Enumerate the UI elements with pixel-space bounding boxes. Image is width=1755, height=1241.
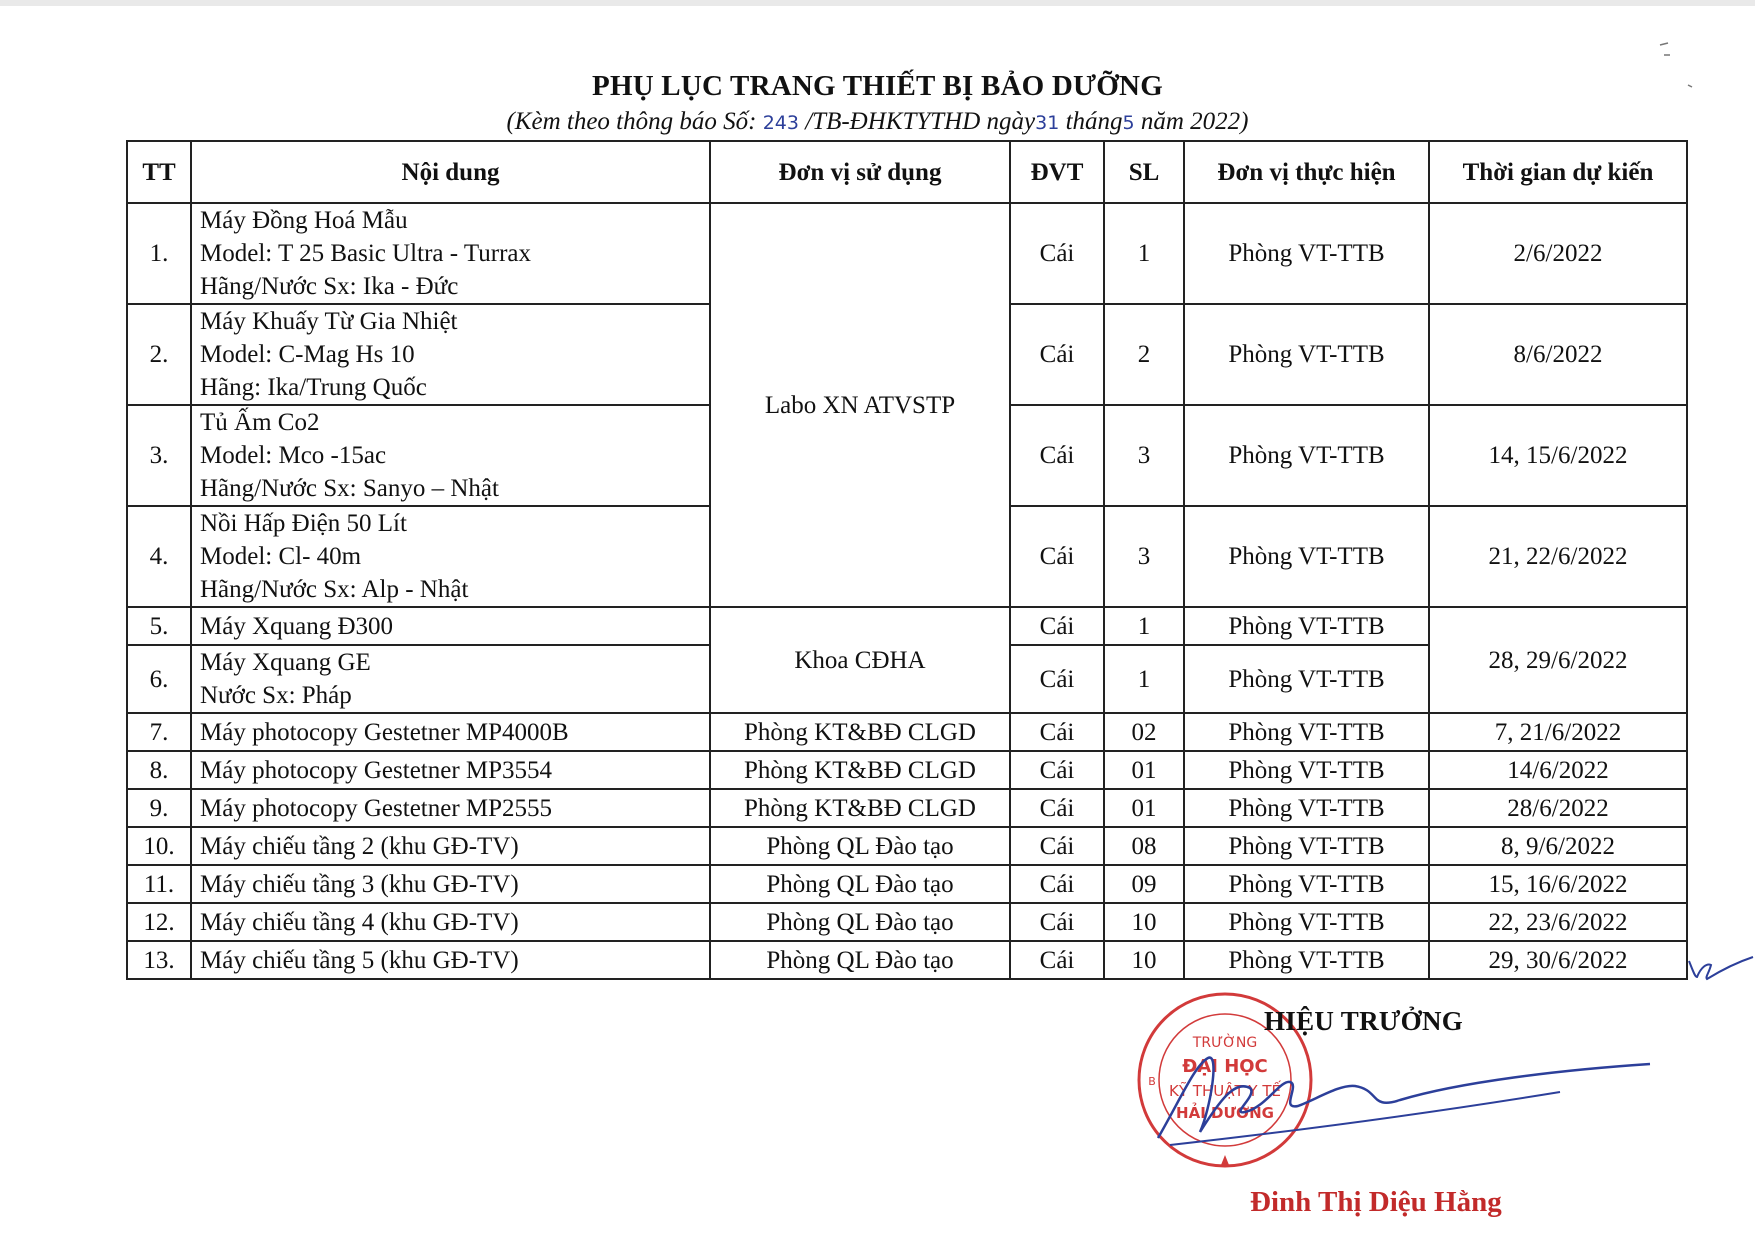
table-row xyxy=(127,865,1687,903)
header-tt: TT xyxy=(127,141,191,203)
item-maker: Hãng: Ika/Trung Quốc xyxy=(200,374,427,401)
stamp-star-icon xyxy=(1221,1155,1229,1165)
cell-exec: Phòng VT-TTB xyxy=(1184,827,1429,865)
cell-noi-dung: Máy photocopy Gestetner MP2555 xyxy=(191,789,710,827)
cell-exec: Phòng VT-TTB xyxy=(1184,751,1429,789)
cell-dvt: Cái xyxy=(1010,789,1104,827)
cell-unit-use: Phòng QL Đào tạo xyxy=(710,827,1010,865)
handwritten-day: 31 xyxy=(1035,112,1060,134)
cell-noi-dung: Máy chiếu tầng 2 (khu GĐ-TV) xyxy=(191,827,710,865)
cell-exec: Phòng VT-TTB xyxy=(1184,405,1429,506)
equipment-table xyxy=(126,140,1688,980)
item-model: Model: T 25 Basic Ultra - Turrax xyxy=(200,240,532,267)
cell-time: 8/6/2022 xyxy=(1429,304,1687,405)
cell-exec: Phòng VT-TTB xyxy=(1184,607,1429,645)
scan-edge xyxy=(0,0,1755,6)
item-name: Nồi Hấp Điện 50 Lít xyxy=(200,510,407,537)
item-maker: Nước Sx: Pháp xyxy=(200,682,352,709)
document-subtitle xyxy=(0,108,1755,136)
cell-tt: 9. xyxy=(127,789,191,827)
table-header-row xyxy=(127,141,1687,203)
cell-sl: 1 xyxy=(1104,607,1184,645)
cell-dvt: Cái xyxy=(1010,607,1104,645)
item-name: Máy Xquang GE xyxy=(200,649,371,676)
header-dvt: ĐVT xyxy=(1010,141,1104,203)
cell-tt: 5. xyxy=(127,607,191,645)
cell-noi-dung xyxy=(191,203,710,304)
header-don-vi-su-dung: Đơn vị sử dụng xyxy=(710,141,1010,203)
cell-tt: 6. xyxy=(127,645,191,713)
signature-scribble xyxy=(1140,1040,1660,1150)
table-row xyxy=(127,751,1687,789)
cell-time: 14, 15/6/2022 xyxy=(1429,405,1687,506)
margin-tick-mark xyxy=(1685,955,1755,985)
table-row xyxy=(127,713,1687,751)
document-title: PHỤ LỤC TRANG THIẾT BỊ BẢO DƯỠNG xyxy=(592,70,1163,102)
stamp-line-4: HẢI DƯƠNG xyxy=(1176,1104,1274,1122)
item-model: Model: Cl- 40m xyxy=(200,543,362,570)
cell-exec: Phòng VT-TTB xyxy=(1184,203,1429,304)
stamp-line-1: TRƯỜNG xyxy=(1192,1035,1258,1051)
cell-unit-use: Phòng QL Đào tạo xyxy=(710,941,1010,979)
table-row xyxy=(127,203,1687,304)
handwritten-number: 243 xyxy=(762,112,799,134)
subtitle-prefix: (Kèm theo thông báo Số: xyxy=(506,108,763,135)
item-model: Model: Mco -15ac xyxy=(200,442,387,469)
cell-dvt: Cái xyxy=(1010,203,1104,304)
cell-tt: 13. xyxy=(127,941,191,979)
item-name: Tủ Ấm Co2 xyxy=(200,409,320,436)
cell-time: 28/6/2022 xyxy=(1429,789,1687,827)
handwritten-month: 5 xyxy=(1122,112,1135,134)
scan-specks xyxy=(1650,30,1710,100)
cell-noi-dung: Máy photocopy Gestetner MP4000B xyxy=(191,713,710,751)
cell-dvt: Cái xyxy=(1010,827,1104,865)
cell-exec: Phòng VT-TTB xyxy=(1184,903,1429,941)
cell-exec: Phòng VT-TTB xyxy=(1184,789,1429,827)
cell-tt: 3. xyxy=(127,405,191,506)
cell-dvt: Cái xyxy=(1010,645,1104,713)
cell-noi-dung: Máy chiếu tầng 5 (khu GĐ-TV) xyxy=(191,941,710,979)
signer-name: Đinh Thị Diệu Hằng xyxy=(1250,1186,1502,1218)
table-row xyxy=(127,941,1687,979)
cell-unit-use: Phòng QL Đào tạo xyxy=(710,865,1010,903)
cell-time: 15, 16/6/2022 xyxy=(1429,865,1687,903)
cell-time: 22, 23/6/2022 xyxy=(1429,903,1687,941)
cell-sl: 01 xyxy=(1104,751,1184,789)
table-row xyxy=(127,607,1687,645)
cell-time: 29, 30/6/2022 xyxy=(1429,941,1687,979)
cell-time: 7, 21/6/2022 xyxy=(1429,713,1687,751)
cell-sl: 10 xyxy=(1104,903,1184,941)
cell-unit-use: Phòng KT&BĐ CLGD xyxy=(710,751,1010,789)
cell-time: 14/6/2022 xyxy=(1429,751,1687,789)
cell-tt: 10. xyxy=(127,827,191,865)
cell-dvt: Cái xyxy=(1010,751,1104,789)
item-name: Máy Khuấy Từ Gia Nhiệt xyxy=(200,308,458,335)
cell-exec: Phòng VT-TTB xyxy=(1184,941,1429,979)
cell-tt: 1. xyxy=(127,203,191,304)
cell-sl: 09 xyxy=(1104,865,1184,903)
subtitle-month-label: tháng xyxy=(1059,108,1123,135)
item-maker: Hãng/Nước Sx: Alp - Nhật xyxy=(200,576,469,603)
cell-unit-use: Phòng QL Đào tạo xyxy=(710,903,1010,941)
cell-noi-dung xyxy=(191,506,710,607)
cell-time-merged: 28, 29/6/2022 xyxy=(1429,607,1687,713)
cell-dvt: Cái xyxy=(1010,865,1104,903)
header-thoi-gian: Thời gian dự kiến xyxy=(1429,141,1687,203)
cell-dvt: Cái xyxy=(1010,713,1104,751)
cell-time: 8, 9/6/2022 xyxy=(1429,827,1687,865)
cell-tt: 12. xyxy=(127,903,191,941)
header-sl: SL xyxy=(1104,141,1184,203)
cell-sl: 3 xyxy=(1104,506,1184,607)
header-don-vi-thuc-hien: Đơn vị thực hiện xyxy=(1184,141,1429,203)
cell-unit-khoa: Khoa CĐHA xyxy=(710,607,1010,713)
cell-dvt: Cái xyxy=(1010,941,1104,979)
cell-exec: Phòng VT-TTB xyxy=(1184,645,1429,713)
cell-noi-dung xyxy=(191,645,710,713)
cell-exec: Phòng VT-TTB xyxy=(1184,304,1429,405)
table-row xyxy=(127,903,1687,941)
signer-title: HIỆU TRƯỞNG xyxy=(1264,1006,1464,1036)
stamp-line-2: ĐẠI HỌC xyxy=(1182,1056,1268,1077)
stamp-line-3: KỸ THUẬT Y TẾ xyxy=(1169,1082,1281,1100)
cell-noi-dung: Máy photocopy Gestetner MP3554 xyxy=(191,751,710,789)
cell-tt: 4. xyxy=(127,506,191,607)
header-noi-dung: Nội dung xyxy=(191,141,710,203)
cell-time: 21, 22/6/2022 xyxy=(1429,506,1687,607)
subtitle-ref: /TB-ĐHKTYTHD ngày xyxy=(798,108,1036,135)
cell-dvt: Cái xyxy=(1010,506,1104,607)
cell-sl: 3 xyxy=(1104,405,1184,506)
cell-dvt: Cái xyxy=(1010,903,1104,941)
cell-noi-dung xyxy=(191,304,710,405)
cell-dvt: Cái xyxy=(1010,405,1104,506)
cell-sl: 1 xyxy=(1104,203,1184,304)
stamp-side-letter: B xyxy=(1148,1075,1156,1088)
cell-noi-dung: Máy chiếu tầng 3 (khu GĐ-TV) xyxy=(191,865,710,903)
cell-unit-use: Phòng KT&BĐ CLGD xyxy=(710,713,1010,751)
item-name: Máy Đồng Hoá Mẫu xyxy=(200,207,408,234)
table-row xyxy=(127,827,1687,865)
subtitle-year: năm 2022) xyxy=(1134,108,1249,135)
item-name: Máy Xquang Đ300 xyxy=(200,612,394,640)
cell-exec: Phòng VT-TTB xyxy=(1184,506,1429,607)
cell-unit-use: Phòng KT&BĐ CLGD xyxy=(710,789,1010,827)
cell-sl: 1 xyxy=(1104,645,1184,713)
cell-sl: 08 xyxy=(1104,827,1184,865)
cell-noi-dung xyxy=(191,607,710,645)
cell-tt: 7. xyxy=(127,713,191,751)
cell-exec: Phòng VT-TTB xyxy=(1184,713,1429,751)
cell-tt: 8. xyxy=(127,751,191,789)
cell-sl: 01 xyxy=(1104,789,1184,827)
cell-noi-dung: Máy chiếu tầng 4 (khu GĐ-TV) xyxy=(191,903,710,941)
item-model: Model: C-Mag Hs 10 xyxy=(200,341,415,368)
cell-exec: Phòng VT-TTB xyxy=(1184,865,1429,903)
cell-unit-labo: Labo XN ATVSTP xyxy=(710,203,1010,607)
cell-sl: 2 xyxy=(1104,304,1184,405)
cell-tt: 11. xyxy=(127,865,191,903)
cell-sl: 02 xyxy=(1104,713,1184,751)
cell-time: 2/6/2022 xyxy=(1429,203,1687,304)
cell-noi-dung xyxy=(191,405,710,506)
cell-dvt: Cái xyxy=(1010,304,1104,405)
table-row xyxy=(127,789,1687,827)
item-maker: Hãng/Nước Sx: Sanyo – Nhật xyxy=(200,475,499,502)
cell-tt: 2. xyxy=(127,304,191,405)
item-maker: Hãng/Nước Sx: Ika - Đức xyxy=(200,273,459,300)
cell-sl: 10 xyxy=(1104,941,1184,979)
